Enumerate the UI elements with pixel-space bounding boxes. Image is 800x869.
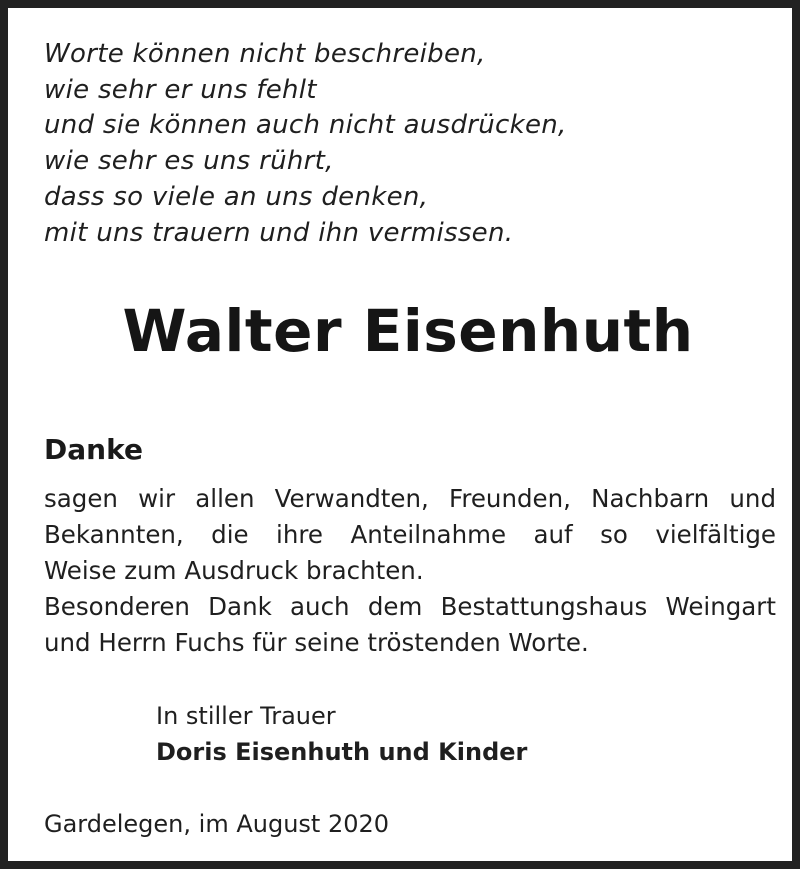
thanks-line: Besonderen Dank auch dem Bestattungshaus Weingart xyxy=(44,592,776,621)
thanks-paragraph xyxy=(44,481,776,661)
deceased-name: Walter Eisenhuth xyxy=(122,297,694,365)
thanks-line: Weise zum Ausdruck brachten. xyxy=(44,556,424,585)
poem-line: dass so viele an uns denken, xyxy=(44,181,429,212)
poem-line: und sie können auch nicht ausdrücken, xyxy=(44,110,567,141)
poem-line: wie sehr es uns rührt, xyxy=(44,146,334,177)
thanks-heading: Danke xyxy=(44,433,143,466)
poem-line: mit uns trauern und ihn vermissen. xyxy=(44,217,514,248)
thanks-line: sagen wir allen Verwandten, Freunden, Nachbarn und xyxy=(44,484,776,513)
poem-block xyxy=(44,37,764,251)
poem-line: wie sehr er uns fehlt xyxy=(44,74,317,105)
mourning-phrase: In stiller Trauer xyxy=(156,702,336,730)
place-date: Gardelegen, im August 2020 xyxy=(44,810,390,838)
signers: Doris Eisenhuth und Kinder xyxy=(156,738,528,766)
signature-block xyxy=(156,698,756,770)
thanks-line: und Herrn Fuchs für seine tröstenden Worte. xyxy=(44,628,589,657)
thanks-line: Bekannten, die ihre Anteilnahme auf so vielfältige xyxy=(44,520,776,549)
poem-line: Worte können nicht beschreiben, xyxy=(44,39,486,69)
